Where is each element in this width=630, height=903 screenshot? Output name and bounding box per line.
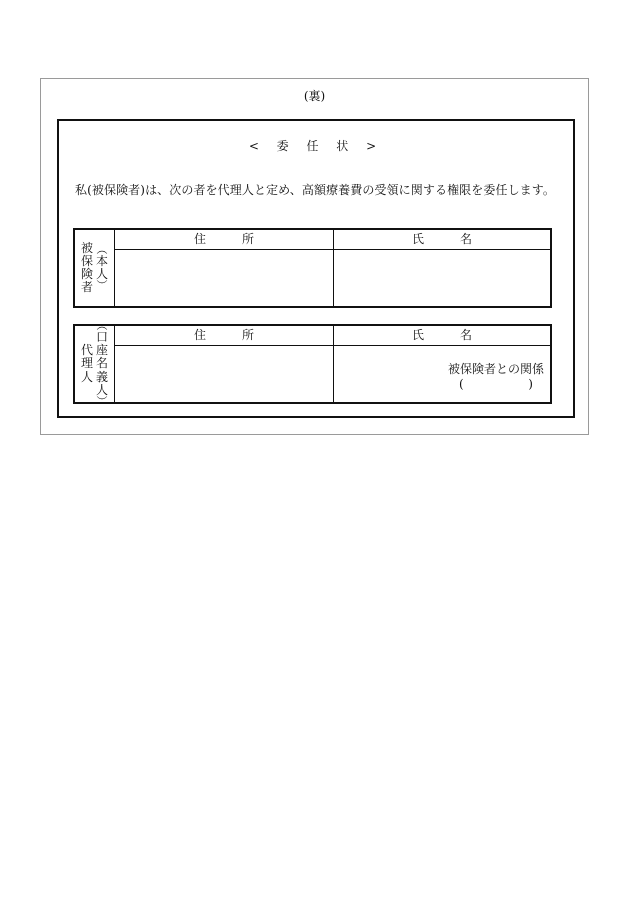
agent-sub-label: ︵ 口 座 名 義 人 ︶ xyxy=(96,319,109,408)
delegation-statement: 私(被保険者)は、次の者を代理人と定め、高額療養費の受領に関する権限を委任します。 xyxy=(75,183,556,197)
agent-address-field[interactable] xyxy=(115,346,334,402)
form-back-side xyxy=(40,78,589,435)
agent-side-label xyxy=(75,319,115,408)
principal-sub-label: ︵ 本 人 ︶ xyxy=(96,242,109,293)
agent-main-label: 代 理 人 xyxy=(80,343,93,384)
power-of-attorney-box xyxy=(57,119,575,418)
principal-address-header: 住 所 xyxy=(115,230,334,250)
principal-side-label xyxy=(75,230,115,306)
relationship-blank[interactable]: ( ) xyxy=(458,377,533,391)
principal-name-field[interactable] xyxy=(334,250,550,306)
agent-name-header: 氏 名 xyxy=(334,326,550,346)
relationship-field[interactable] xyxy=(448,360,544,391)
page-side-label: (裏) xyxy=(303,89,326,103)
principal-main-label: 被 保 険 者 xyxy=(80,240,93,295)
document-title: < 委 任 状 > xyxy=(248,139,384,153)
relationship-label: 被保険者との関係 xyxy=(447,362,544,376)
principal-table xyxy=(73,228,552,308)
agent-name-field[interactable] xyxy=(334,346,550,402)
principal-address-field[interactable] xyxy=(115,250,334,306)
agent-table xyxy=(73,319,552,408)
agent-address-header: 住 所 xyxy=(115,326,334,346)
principal-name-header: 氏 名 xyxy=(334,230,550,250)
